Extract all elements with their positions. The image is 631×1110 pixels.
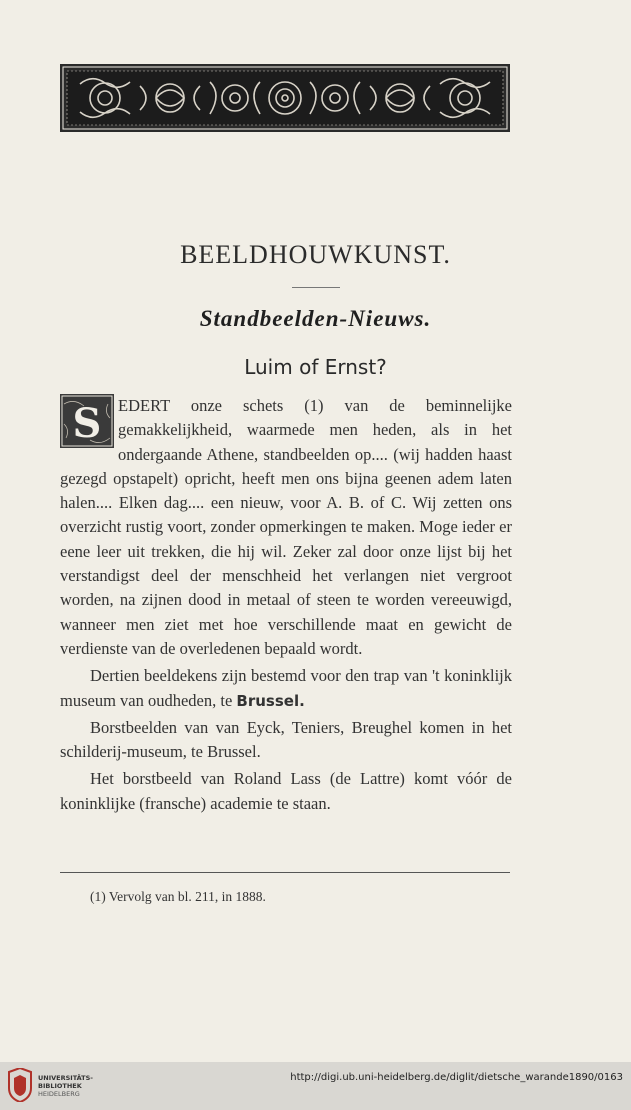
logo-line-1: UNIVERSITÄTS- [38,1074,93,1082]
place-name: Brussel. [236,691,305,710]
source-url-link[interactable]: http://digi.ub.uni-heidelberg.de/diglit/dietsche_warande1890/0163 [290,1072,623,1083]
footnote: (1) Vervolg van bl. 211, in 1888. [90,889,266,904]
university-logo-text [38,1074,93,1098]
ornamental-initial-s-icon [60,394,114,448]
article-body [60,394,512,816]
decorative-header-ornament [60,64,510,132]
logo-line-3: HEIDELBERG [38,1090,80,1098]
article-title: Luim of Ernst? [244,355,387,379]
drop-cap-initial [60,394,118,448]
section-heading: BEELDHOUWKUNST. [180,240,451,269]
viewer-footer [0,1062,631,1110]
section-subheading: Standbeelden-Nieuws. [199,306,432,331]
drop-cap-letter: S [72,400,102,447]
paragraph-3: Borstbeelden van van Eyck, Teniers, Breughel komen in het schilderij-museum, te Brussel. [60,717,512,762]
paragraph-4: Het borstbeeld van Roland Lass (de Lattre) komt vóór de koninklijke (fransche) academie te staan. [60,769,512,813]
paragraph-1 [60,394,512,661]
paragraph-1-text: EDERT onze schets (1) van de beminnelijke gemakkelijkheid, waarmede men heden, als in het ondergaande Athene, standbeelden op.... (wij hadden haast gezegd opstapelt) opricht, heeft men ons bijna geenen adem laten halen.... Elken dag.... een nieuw, voor A. B. of C. Wij zetten ons overzicht rustig voort, zonder opmerkingen te maken. Moge ieder er eene leer uit trekken, die hij wil. Zeker zal door onze lijst bij het verstandigst deel der menschheid het verlangen niet vergroot worden, na zijnen dood in metaal of steen te worden vereeuwigd, wanneer men ziet met hoe verschillende maat en gewicht de verdienste van de overledenen bepaald wordt. [60,396,512,658]
university-logo-icon [6,1068,34,1102]
footnote-divider [60,872,510,873]
paragraph-2 [60,664,512,713]
paragraph-2-text: Dertien beeldekens zijn bestemd voor den trap van 't koninklijk museum van oudheden, te [60,666,512,710]
heading-divider [292,287,340,288]
logo-line-2: BIBLIOTHEK [38,1082,82,1090]
